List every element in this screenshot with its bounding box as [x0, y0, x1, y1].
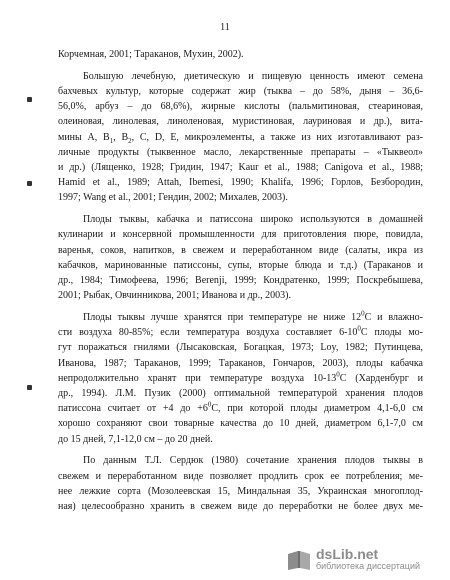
text-line: хорошо сохраняют свои товарные качества до 10 дней, диаметром 6,1-7,0 см [58, 418, 423, 430]
text-line: сти воздуха 80-85%; если температура воздуха составляет $6-10^0С$ плоды мо- [58, 325, 423, 339]
text-line: Плоды тыквы, кабачка и патиссона широко используются в домашней [83, 214, 423, 226]
text-line: олеиновая, линолевая, линоленовая, муристиновая, лауриновая и др.), вита- [58, 116, 423, 128]
watermark-brand: dsLib.net [316, 546, 379, 562]
text-line: Большую лечебную, диетическую и пищевую ценность имеют семена [83, 70, 423, 82]
text-line: Корчемная, 2001; Тараканов, Мухин, 2002). [58, 49, 244, 60]
text-line: нее лежкие сорта (Мозолеевская 15, Миндальная 35, Украинская многоплод- [58, 485, 423, 497]
text-line: личные продукты (тыквенное масло, лекарственные препараты – «Тыквеол» [58, 146, 423, 158]
text-line: 2001; Рыбак, Овчинникова, 2001; Иванова и др., 2003). [58, 290, 291, 302]
text-line: гут поражаться гнилями (Лысаковская, Богацкая, 1973; Loy, 1982; Путинцева, [58, 342, 423, 354]
watermark [282, 544, 442, 574]
watermark-tagline: библиотека диссертаций [316, 561, 421, 571]
text-line: кулинарии и консервной промышленности для приготовления пюре, повидла, [58, 229, 423, 241]
text-line: патиссона считает от +4 до $+6^0С$, при которой плоды диаметром 4,1-6,0 см [58, 401, 423, 415]
text-line: Hamid et al., 1989; Attah, Ibemesi, 1990; Khalifa, 1996; Горлов, Безбородин, [58, 177, 423, 189]
text-line: Плоды тыквы лучше хранятся при температуре не ниже $12^0С$ и влажно- [83, 310, 423, 324]
book-logo-icon [286, 547, 312, 571]
text-line: др., 1994). Л.М. Пузик (2000) оптимальной температурой хранения плодов [58, 388, 423, 399]
text-line: варенья, соков, напитков, в свежем и переработанном виде (салаты, икра из [58, 244, 423, 256]
page-number: 11 [220, 22, 230, 33]
scan-mark [27, 181, 32, 186]
body-text [58, 47, 423, 514]
text-line: мины А, $B_1$, $B_2$, C, D, E, микроэлементы, а также из них изготавливают раз- [58, 131, 423, 145]
paragraph-gap [58, 447, 423, 454]
paragraph-gap [58, 62, 423, 69]
text-line: По данным Т.Л. Сердюк (1980) сочетание хранения плодов тыквы в [83, 455, 423, 467]
text-line: непродолжительно хранят при температуре воздуха $10-13^0С$ (Харденбург и [58, 370, 423, 384]
paragraph-gap [58, 303, 423, 310]
scan-mark [27, 385, 32, 390]
text-line: ная) целесообразно хранить в свежем виде до переработки не более двух ме- [58, 501, 423, 512]
text-line: др., 1984; Тимофеева, 1996; Berenji, 1999; Кондратенко, 1999; Поскребышева, [58, 275, 423, 286]
text-line: бахчевых культур, которые содержат жир (тыква – до 58%, дыня – 36,6- [58, 86, 423, 98]
text-line: кабачков, маринованные патиссоны, супы, вторые блюда и т.д.) (Тараканов и [58, 259, 423, 271]
text-line: до 15 дней, 7,1-12,0 см – до 20 дней. [58, 433, 213, 445]
scan-mark [27, 97, 32, 102]
text-line: 1997; Wang et al., 2001; Гендин, 2002; Михалев, 2003). [58, 192, 288, 204]
paragraph-gap [58, 206, 423, 213]
text-line: Иванова, 1987; Тараканов, 1999; Тараканов, Гончаров, 2003), плоды кабачка [58, 357, 423, 369]
text-line: и др.) (Лященко, 1928; Гридин, 1947; Kaur et al., 1988; Canigova et al., 1988; [58, 162, 423, 173]
text-line: 56,0%, арбуз – до 68,6%), жирные кислоты (пальмитиновая, стеариновая, [58, 101, 423, 113]
text-line: свежем и переработанном виде позволяет продлить срок ее потребления; ме- [58, 470, 423, 482]
